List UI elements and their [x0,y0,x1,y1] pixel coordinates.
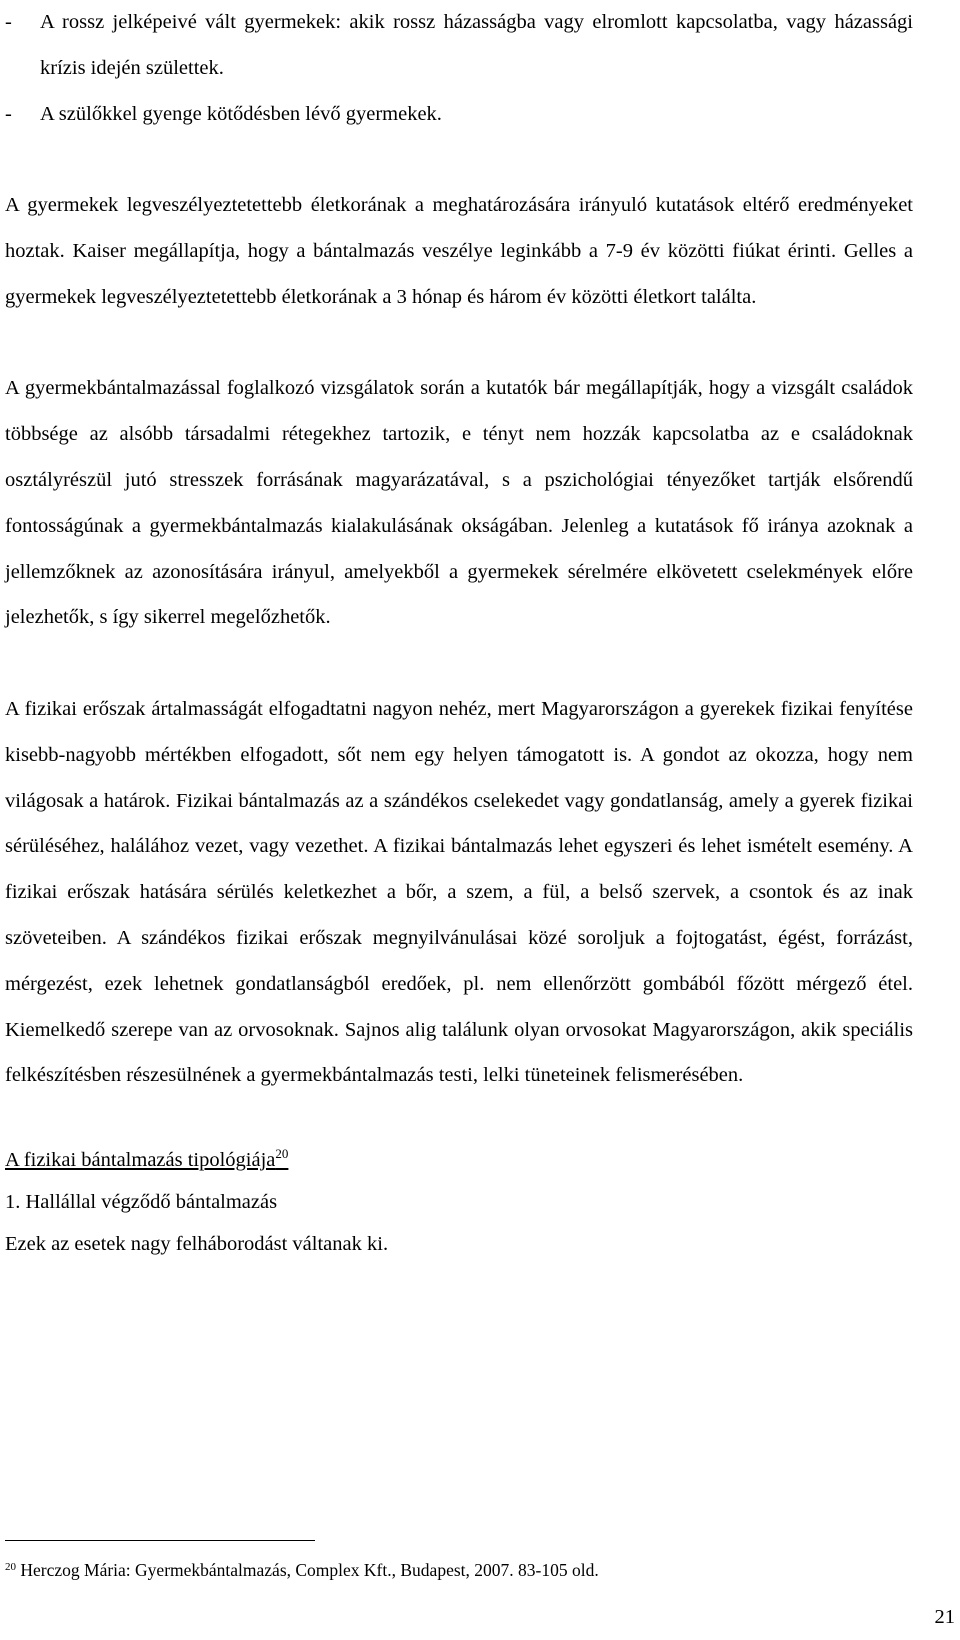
footnote [5,1558,599,1582]
numbered-item: 1. Hallállal végződő bántalmazás [5,1191,278,1214]
paragraph-gap [5,641,913,687]
bullet-item [5,0,913,92]
footnote-number: 20 [5,1561,16,1573]
footnote-reference: 20 [275,1146,289,1162]
document-page [5,0,913,1265]
bullet-marker: - [5,11,12,33]
paragraph-gap [5,321,913,367]
page-number: 21 [934,1606,955,1628]
paragraph-research-direction: A gyermekbántalmazással foglalkozó vizsgálatok során a kutatók bár megállapítják, hogy a vizsgált családok többsége az alsóbb társadalmi rétegekhez tartozik, e tényt nem hozzák kapcsolatba az e családoknak osztályrészül jutó stresszek forrásának magyarázatával, s a pszichológiai tényezőket tartják elsőrendű fontosságúnak a gyermekbántalmazás kialakulásának okságában. Jelenleg a kutatások fő iránya azoknak a jellemzőknek az azonosítására irányul, amelyekből a gyermekek sérelmére elkövetett cselekmények előre jelezhetők, s így sikerrel megelőzhetők. [5,377,913,629]
bullet-item [5,92,913,138]
section-heading [5,1139,913,1181]
paragraph-gap [5,137,913,183]
paragraph-gap [5,1099,913,1139]
paragraph-physical-violence: A fizikai erőszak ártalmasságát elfogadtatni nagyon nehéz, mert Magyarországon a gyerekek fizikai fenyítése kisebb-nagyobb mértékben elfogadott, sőt nem egy helyen támogatott is. A gondot az okozza, hogy nem világosak a határok. Fizikai bántalmazás az a szándékos cselekedet vagy gondatlanság, amely a gyerek fizikai sérüléséhez, halálához vezet, vagy vezethet. A fizikai bántalmazás lehet egyszeri és lehet ismételt esemény. A fizikai erőszak hatására sérülés keletkezhet a bőr, a szem, a fül, a belső szervek, a csontok és az inak szöveteiben. A szándékos fizikai erőszak megnyilvánulásai közé soroljuk a fojtogatást, égést, forrázást, mérgezést, ezek lehetnek gondatlanságból eredőek, pl. nem ellenőrzött gombából főzött mérgező étel. Kiemelkedő szerepe van az orvosoknak. Sajnos alig találunk olyan orvosokat Magyarországon, akik speciális felkészítésben részesülnének a gyermekbántalmazás testi, lelki tüneteinek felismerésében. [5,697,913,1087]
paragraph-age-research: A gyermekek legveszélyeztetettebb életkorának a meghatározására irányuló kutatások eltérő eredményeket hoztak. Kaiser megállapítja, hogy a bántalmazás veszélye leginkább a 7-9 év közötti fiúkat érinti. Gelles a gyermekek legveszélyeztetettebb életkorának a 3 hónap és három év közötti életkort találta. [5,194,913,308]
footnote-separator [5,1540,315,1541]
bullet-text: A rossz jelképeivé vált gyermekek: akik rossz házasságba vagy elromlott kapcsolatba, vagy házassági krízis idején születtek. [40,11,913,79]
bullet-marker: - [5,102,12,125]
section-sentence: Ezek az esetek nagy felháborodást váltanak ki. [5,1233,389,1256]
section-heading-text: A fizikai bántalmazás tipológiája [5,1149,276,1172]
footnote-text: Herczog Mária: Gyermekbántalmazás, Complex Kft., Budapest, 2007. 83-105 old. [16,1560,599,1580]
bullet-text: A szülőkkel gyenge kötődésben lévő gyermekek. [40,102,442,125]
